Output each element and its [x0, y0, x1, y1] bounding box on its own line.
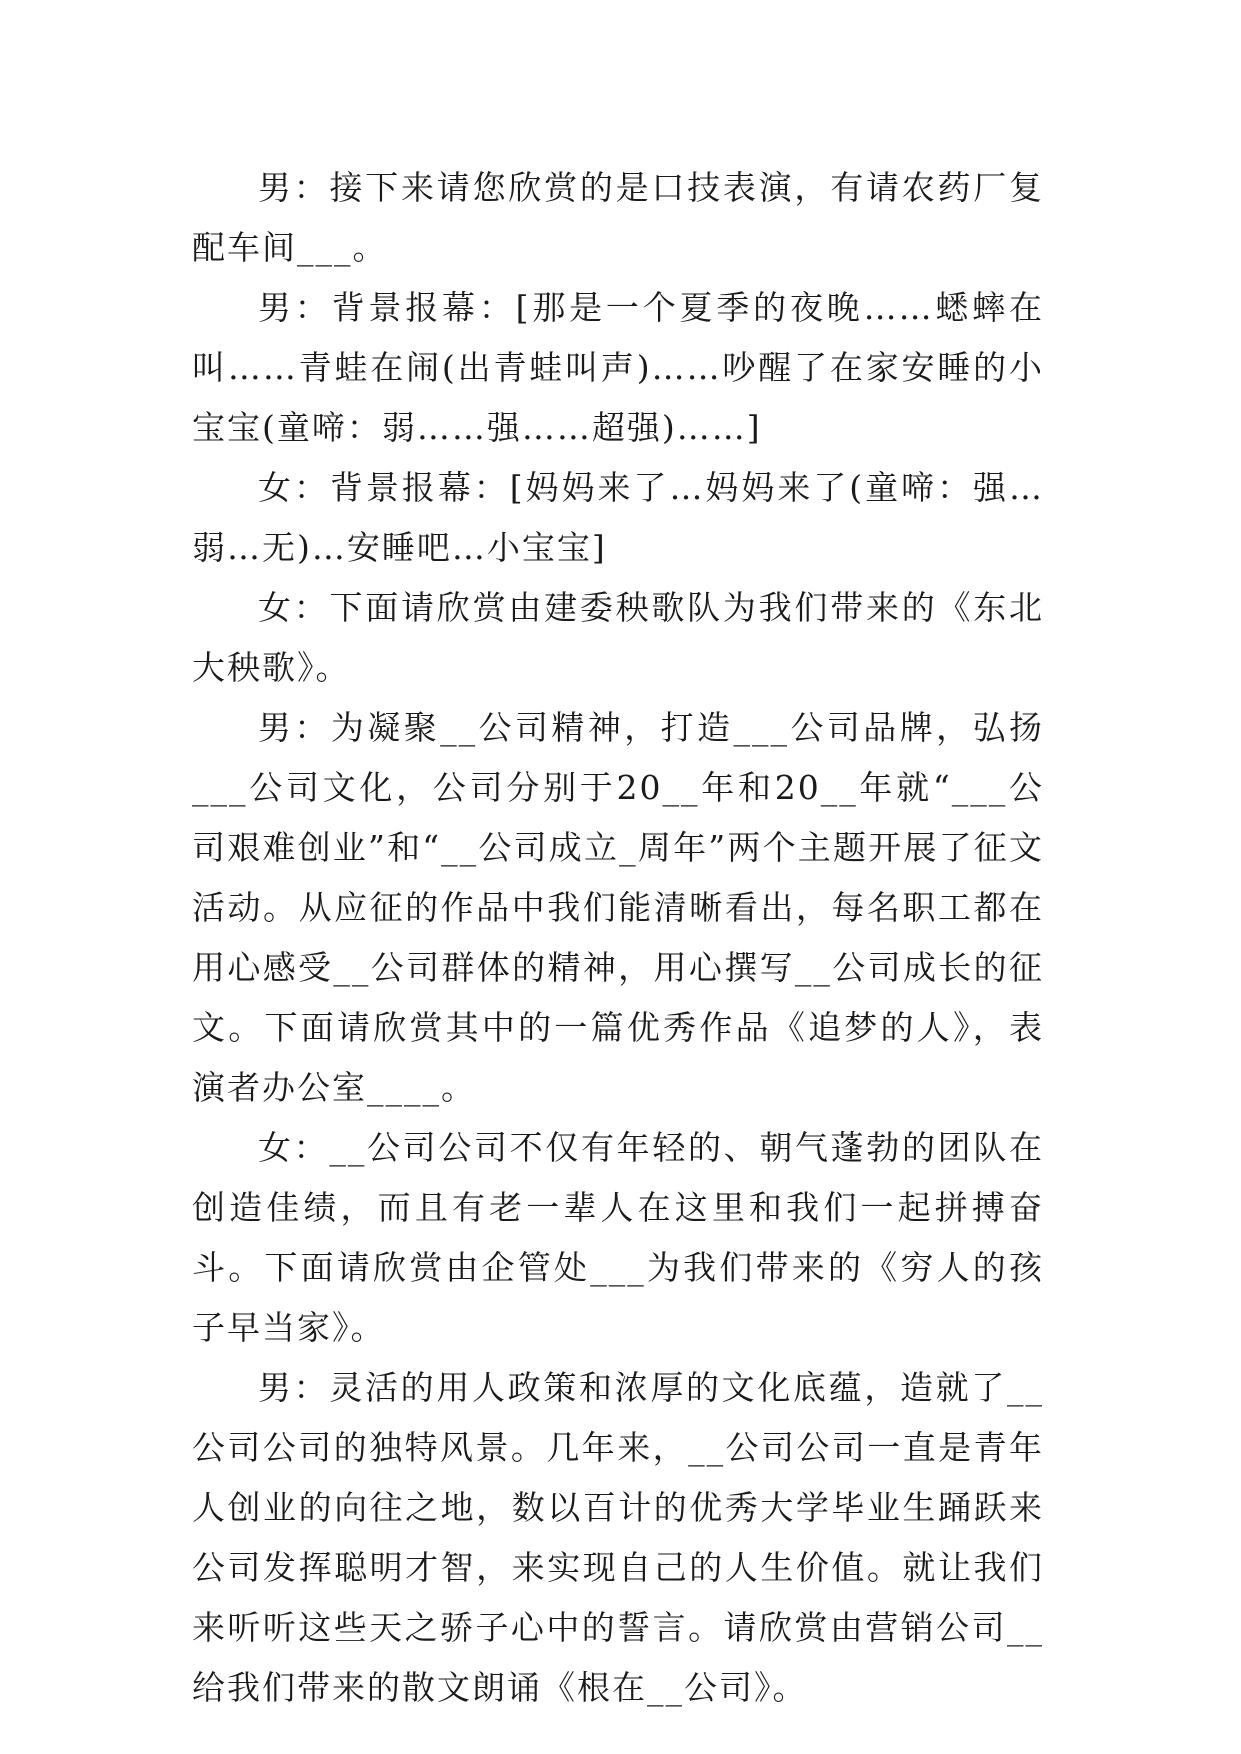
- paragraph: 男：灵活的用人政策和浓厚的文化底蕴，造就了__公司公司的独特风景。几年来，__公司公司一直是青年人创业的向往之地，数以百计的优秀大学毕业生踊跃来公司发挥聪明才智，来实现自己的人生价值。就让我们来听听这些天之骄子心中的誓言。请欣赏由营销公司__给我们带来的散文朗诵《根在__公司》。: [192, 1368, 1044, 1707]
- document-body: [192, 158, 1044, 1718]
- paragraph: 女：背景报幕：[妈妈来了…妈妈来了(童啼：强…弱…无)…安睡吧…小宝宝]: [192, 468, 1044, 567]
- paragraph: 女：__公司公司不仅有年轻的、朝气蓬勃的团队在创造佳绩，而且有老一辈人在这里和我们一起拼搏奋斗。下面请欣赏由企管处___为我们带来的《穷人的孩子早当家》。: [192, 1128, 1044, 1347]
- paragraph: 男：为凝聚__公司精神，打造___公司品牌，弘扬___公司文化，公司分别于20__年和20__年就“___公司艰难创业”和“__公司成立_周年”两个主题开展了征文活动。从应征的作品中我们能清晰看出，每名职工都在用心感受__公司群体的精神，用心撰写__公司成长的征文。下面请欣赏其中的一篇优秀作品《追梦的人》，表演者办公室____。: [192, 708, 1044, 1107]
- paragraph: 女：下面请欣赏由建委秧歌队为我们带来的《东北大秧歌》。: [192, 588, 1044, 687]
- paragraph: 男：接下来请您欣赏的是口技表演，有请农药厂复配车间___。: [192, 168, 1044, 267]
- paragraph: 男：背景报幕：[那是一个夏季的夜晚……蟋蟀在叫……青蛙在闹(出青蛙叫声)……吵醒了在家安睡的小宝宝(童啼：弱……强……超强)……]: [192, 288, 1044, 447]
